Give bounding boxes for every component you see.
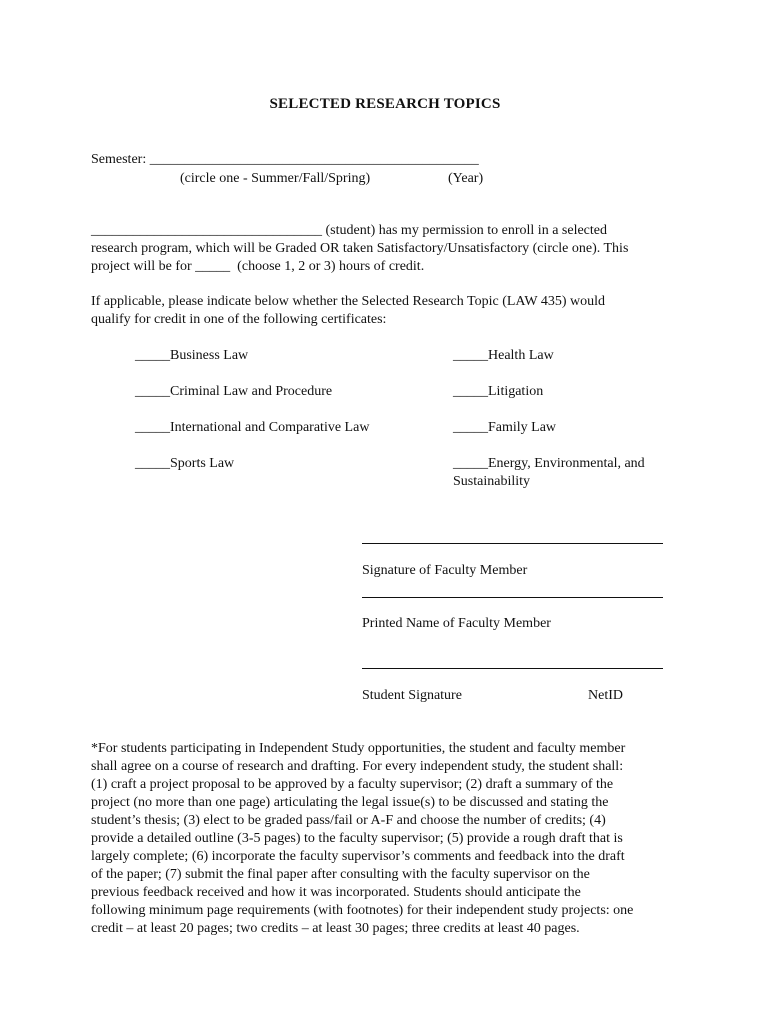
permission-line: research program, which will be Graded OR taken Satisfactory/Unsatisfactory (circle one). This (91, 241, 629, 256)
faculty-signature-label: Signature of Faculty Member (362, 563, 528, 578)
footnote-line: student’s thesis; (3) elect to be graded pass/fail or A-F and choose the number of credits; (4) (91, 813, 606, 828)
footnote-line: largely complete; (6) incorporate the faculty supervisor’s comments and feedback into the draft (91, 849, 625, 864)
certificates-intro-line: qualify for credit in one of the following certificates: (91, 312, 387, 327)
certificate-option-health-law: _____Health Law (453, 348, 554, 363)
footnote-line: shall agree on a course of research and drafting. For every independent study, the student shall: (91, 759, 624, 774)
student-signature-line (362, 668, 663, 669)
faculty-name-line (362, 597, 663, 598)
certificate-option-energy-law: _____Energy, Environmental, and (453, 456, 645, 471)
footnote-line: (1) craft a project proposal to be approved by a faculty supervisor; (2) draft a summary of the (91, 777, 614, 792)
permission-paragraph (91, 222, 681, 276)
permission-line: _________________________________ (student) has my permission to enroll in a selected (91, 223, 607, 238)
footnote-line: previous feedback received and how it was incorporated. Students should anticipate the (91, 885, 581, 900)
certificate-option-litigation: _____Litigation (453, 384, 544, 399)
document-title: SELECTED RESEARCH TOPICS (269, 96, 501, 112)
independent-study-footnote (91, 740, 681, 938)
faculty-signature-line (362, 543, 663, 544)
semester-year-hint: (Year) (448, 171, 484, 186)
footnote-line: *For students participating in Independent Study opportunities, the student and faculty member (91, 741, 626, 756)
netid-label: NetID (588, 688, 623, 703)
footnote-line: following minimum page requirements (with footnotes) for their independent study projects: one (91, 903, 634, 918)
footnote-line: project (no more than one page) articulating the legal issue(s) to be discussed and stating the (91, 795, 609, 810)
footnote-line: credit – at least 20 pages; two credits – at least 30 pages; three credits at least 40 pages. (91, 921, 580, 936)
semester-term-hint: (circle one - Summer/Fall/Spring) (180, 171, 371, 186)
certificates-intro (91, 293, 681, 329)
permission-line: project will be for _____ (choose 1, 2 or 3) hours of credit. (91, 259, 425, 274)
certificates-intro-line: If applicable, please indicate below whether the Selected Research Topic (LAW 435) would (91, 294, 606, 309)
certificate-option-criminal-law: _____Criminal Law and Procedure (135, 384, 333, 399)
certificate-option-energy-law-continuation: Sustainability (453, 474, 530, 489)
certificate-option-sports-law: _____Sports Law (135, 456, 235, 471)
footnote-line: provide a detailed outline (3-5 pages) to the faculty supervisor; (5) provide a rough draft that is (91, 831, 623, 846)
certificate-option-business-law: _____Business Law (135, 348, 249, 363)
semester-line: Semester: _______________________________________________ (91, 152, 479, 167)
faculty-name-label: Printed Name of Faculty Member (362, 616, 551, 631)
certificate-option-family-law: _____Family Law (453, 420, 557, 435)
certificate-option-international-law: _____International and Comparative Law (135, 420, 370, 435)
footnote-line: of the paper; (7) submit the final paper after consulting with the faculty supervisor on the (91, 867, 590, 882)
student-signature-label: Student Signature (362, 688, 462, 703)
